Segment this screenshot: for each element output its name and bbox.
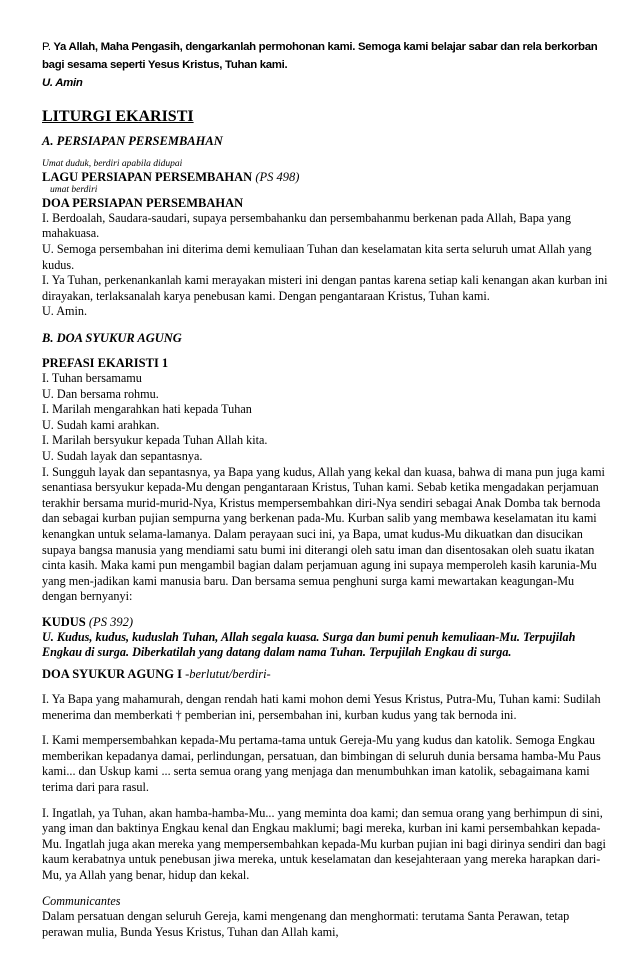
prep-line-4: U. Amin. — [42, 304, 88, 319]
intro-prayer-text: Ya Allah, Maha Pengasih, dengarkanlah permohonan kami. Semoga kami belajar sabar dan rela berkorban bagi sesama seperti Yesus Kristus, Tuhan kami. — [42, 41, 598, 72]
preface-line-5: I. Marilah bersyukur kepada Tuhan Allah kita. — [42, 433, 268, 448]
kudus-heading — [42, 615, 612, 630]
preface-line-3: I. Marilah mengarahkan hati kepada Tuhan — [42, 402, 252, 417]
dsa-label: DOA SYUKUR AGUNG I — [42, 667, 182, 682]
intro-prayer-prefix: P. — [42, 41, 51, 53]
song-ref: (PS 498) — [255, 169, 300, 184]
note-sit: Umat duduk, berdiri apabila didupai — [42, 158, 183, 169]
prayer-heading: DOA PERSIAPAN PERSEMBAHAN — [42, 195, 244, 210]
kudus-label: KUDUS — [42, 614, 86, 629]
prep-line-2: U. Semoga persembahan ini diterima demi kemuliaan Tuhan dan keselamatan kita serta seluruh umat Allah yang kudus. — [42, 242, 592, 272]
preface-heading: PREFASI EKARISTI 1 — [42, 355, 169, 370]
page-title: LITURGI EKARISTI — [42, 107, 194, 125]
preface-main-text: I. Sungguh layak dan sepantasnya, ya Bapa yang kudus, Allah yang kekal dan kuasa, bahwa di mana pun juga kami senantiasa bersyukur kepada-Mu dengan pengantaraan Kristus, Tuhan kami. Sebab ketika mengadakan perjamuan terakhir bersama murid-murid-Nya, Kristus mempersembahkan diri-Nya sendiri sebagai Anak Domba tak bernoda dan sebagai kurban pujian sempurna yang berkenan pada-Mu. Kurban salib yang membawa keselamatan itu kami kenangkan untuk selama-lamanya. Dalam perayaan suci ini, ya Bapa, umat kudus-Mu dikuatkan dan disucikan supaya bangsa manusia yang mendiami satu bumi ini diterangi oleh satu iman dan disentosakan oleh suatu ikatan cinta kasih. Maka kami pun mengambil bagian dalam perjamuan agung ini supaya memperoleh kasih karunia-Mu yang men-jadikan kami manusia baru. Dan bersama semua penghuni surga kami mewartakan keagungan-Mu dengan bernyanyi: — [42, 464, 605, 604]
dsa-paragraph-3: I. Ingatlah, ya Tuhan, akan hamba-hamba-Mu... yang meminta doa kami; dan semua orang yang berhimpun di sini, yang iman dan baktinya Engkau kenal dan Engkau maklumi; bagi mereka, kurban ini kami persembahkan kepada-Mu. Ingatlah juga akan mereka yang mempersembahkan kepada-Mu kurban pujian ini bagi dirinya sendiri dan bagi kaum kerabatnya untuk penebusan jiwa mereka, untuk keselamatan dan kesejahteraan yang mereka harapkan dari-Mu, ya Allah yang benar, hidup dan kekal. — [42, 805, 606, 882]
note-stand: umat berdiri — [50, 184, 98, 195]
dsa-paragraph-2: I. Kami mempersembahkan kepada-Mu pertama-tama untuk Gereja-Mu yang kudus dan katolik. Semoga Engkau memberikan kepadanya damai, perlindungan, persatuan, dan bimbingan di seluruh dunia bersama hamba-Mu Paus kami... dan Uskup kami ... serta semua orang yang menjaga dan menumbuhkan iman katolik, sebagaimana kami terima dari para rasul. — [42, 733, 601, 795]
section-b-heading: B. DOA SYUKUR AGUNG — [42, 330, 182, 345]
section-a-heading: A. PERSIAPAN PERSEMBAHAN — [42, 133, 223, 148]
preface-line-4: U. Sudah kami arahkan. — [42, 417, 160, 432]
song-label: LAGU PERSIAPAN PERSEMBAHAN — [42, 169, 253, 184]
preface-line-6: U. Sudah layak dan sepantasnya. — [42, 448, 203, 463]
prep-line-3: I. Ya Tuhan, perkenankanlah kami merayakan misteri ini dengan pantas karena setiap kali kenangan akan kurban ini dirayakan, terlaksanalah karya penebusan kami. Dengan pengantaraan Kristus, Tuhan kami. — [42, 273, 608, 303]
dsa-note: -berlutut/berdiri- — [185, 667, 271, 682]
preface-line-2: U. Dan bersama rohmu. — [42, 386, 159, 401]
dsa-paragraph-1: I. Ya Bapa yang mahamurah, dengan rendah hati kami mohon demi Yesus Kristus, Putra-Mu, Tuhan kami: Sudilah menerima dan memberkati † pemberian ini, persembahan ini, kurban kudus yang tak bernoda ini. — [42, 692, 601, 722]
preface-line-1: I. Tuhan bersamamu — [42, 370, 142, 385]
communicantes-text: Dalam persatuan dengan seluruh Gereja, kami mengenang dan menghormati: terutama Santa Perawan, tetap perawan mulia, Bunda Yesus Kristus, Tuhan dan Allah kami, — [42, 909, 570, 939]
dsa-heading — [42, 667, 612, 682]
document-page — [42, 38, 612, 940]
song-heading — [42, 170, 612, 185]
kudus-text: U. Kudus, kudus, kuduslah Tuhan, Allah segala kuasa. Surga dan bumi penuh kemuliaan-Mu. Terpujilah Engkau di surga. Diberkatilah yang datang dalam nama Tuhan. Terpujilah Engkau di surga. — [42, 629, 576, 660]
intro-response: U. Amin — [42, 76, 83, 89]
communicantes-heading: Communicantes — [42, 893, 121, 908]
intro-prayer — [42, 38, 612, 75]
kudus-ref: (PS 392) — [88, 614, 133, 629]
prep-line-1: I. Berdoalah, Saudara-saudari, supaya persembahanku dan persembahanmu berkenan pada Allah, Bapa yang mahakuasa. — [42, 210, 571, 241]
